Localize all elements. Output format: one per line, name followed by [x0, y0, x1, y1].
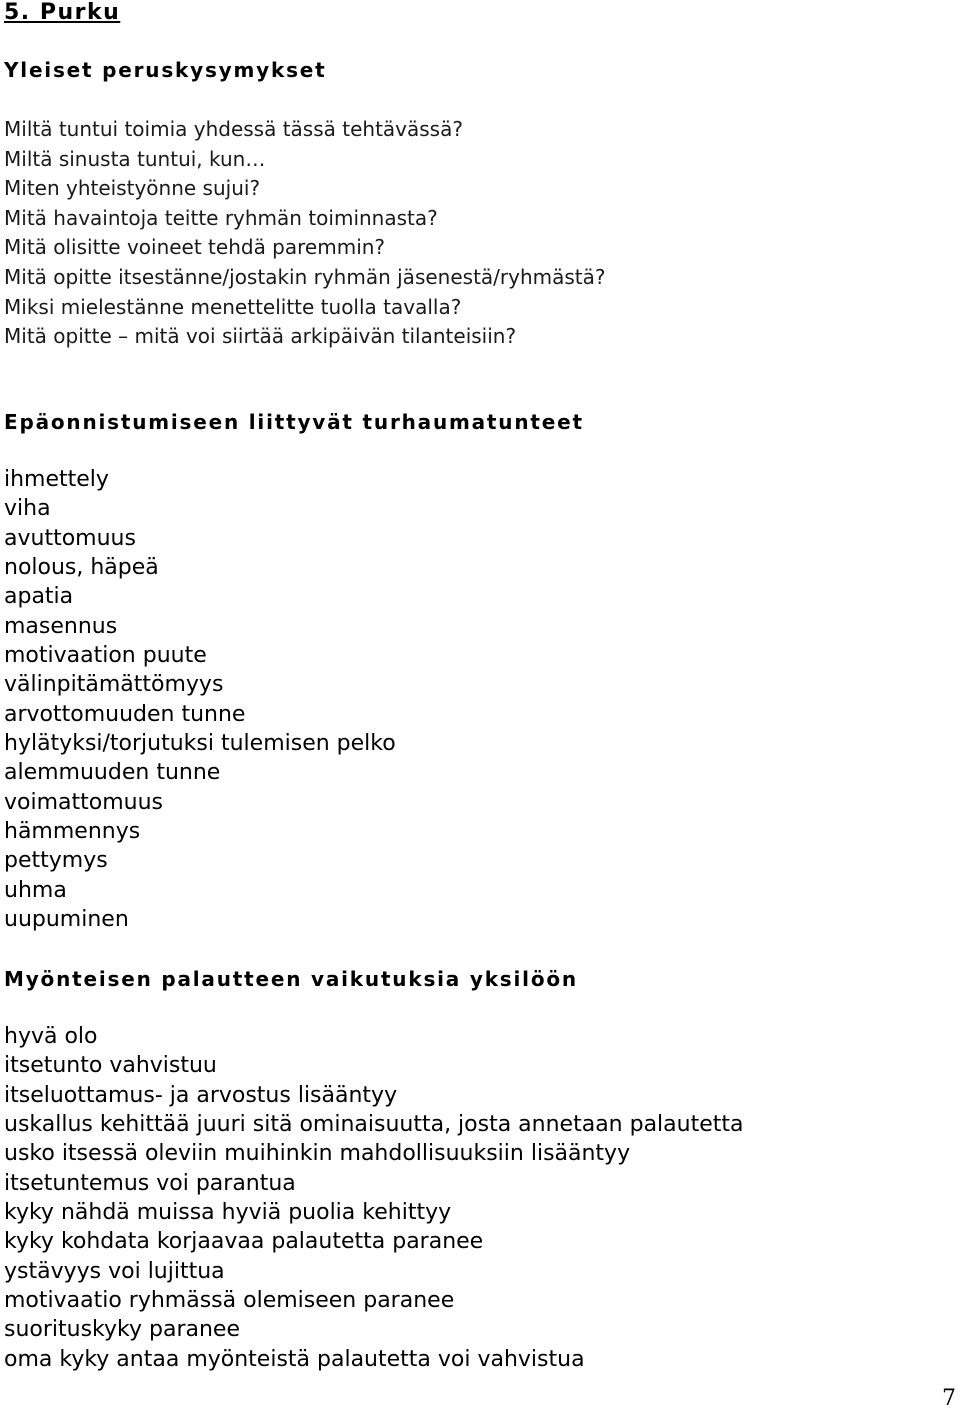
feedback-list	[4, 1022, 744, 1374]
list-item: viha	[4, 496, 51, 522]
section-title: 5. Purku	[4, 0, 121, 25]
list-item: välinpitämättömyys	[4, 672, 224, 698]
list-item: Miten yhteistyönne sujui?	[4, 176, 261, 201]
list-item: uupuminen	[4, 907, 129, 933]
list-item: avuttomuus	[4, 525, 136, 551]
list-item: usko itsessä oleviin muihinkin mahdollisuuksiin lisääntyy	[4, 1141, 631, 1167]
list-item: ystävyys voi lujittua	[4, 1258, 225, 1284]
questions-heading: Yleiset peruskysymykset	[4, 58, 327, 82]
list-item: uhma	[4, 877, 67, 903]
list-item: Miltä tuntui toimia yhdessä tässä tehtävässä?	[4, 117, 463, 141]
list-item: pettymys	[4, 848, 108, 874]
list-item: kyky nähdä muissa hyviä puolia kehittyy	[4, 1200, 452, 1226]
list-item: ihmettely	[4, 467, 109, 492]
list-item: arvottomuuden tunne	[4, 701, 246, 727]
list-item: kyky kohdata korjaavaa palautetta paranee	[4, 1229, 484, 1255]
questions-list	[4, 115, 606, 352]
list-item: alemmuuden tunne	[4, 760, 221, 786]
list-item: Mitä olisitte voineet tehdä paremmin?	[4, 235, 386, 260]
frustration-heading: Epäonnistumiseen liittyvät turhaumatunteet	[4, 410, 584, 434]
list-item: motivaatio ryhmässä olemiseen paranee	[4, 1288, 455, 1314]
list-item: masennus	[4, 613, 118, 639]
list-item: Mitä opitte itsestänne/jostakin ryhmän jäsenestä/ryhmästä?	[4, 264, 606, 289]
list-item: itseluottamus- ja arvostus lisääntyy	[4, 1082, 398, 1108]
list-item: Miltä sinusta tuntui, kun…	[4, 146, 266, 171]
page-number: 7	[942, 1386, 956, 1411]
list-item: suorituskyky paranee	[4, 1317, 240, 1343]
list-item: voimattomuus	[4, 789, 163, 815]
feedback-heading: Myönteisen palautteen vaikutuksia yksilöön	[4, 967, 578, 991]
list-item: apatia	[4, 584, 74, 610]
list-item: Mitä havaintoja teitte ryhmän toiminnasta?	[4, 205, 438, 230]
list-item: hämmennys	[4, 819, 141, 845]
frustration-list	[4, 465, 396, 935]
list-item: hyvä olo	[4, 1024, 98, 1049]
list-item: motivaation puute	[4, 643, 207, 669]
list-item: itsetunto vahvistuu	[4, 1053, 217, 1079]
list-item: oma kyky antaa myönteistä palautetta voi vahvistua	[4, 1346, 585, 1372]
list-item: itsetuntemus voi parantua	[4, 1170, 296, 1196]
list-item: Mitä opitte – mitä voi siirtää arkipäivän tilanteisiin?	[4, 324, 517, 349]
list-item: hylätyksi/torjutuksi tulemisen pelko	[4, 731, 396, 757]
list-item: Miksi mielestänne menettelitte tuolla tavalla?	[4, 294, 462, 319]
list-item: nolous, häpeä	[4, 555, 159, 581]
list-item: uskallus kehittää juuri sitä ominaisuutta, josta annetaan palautetta	[4, 1112, 744, 1138]
